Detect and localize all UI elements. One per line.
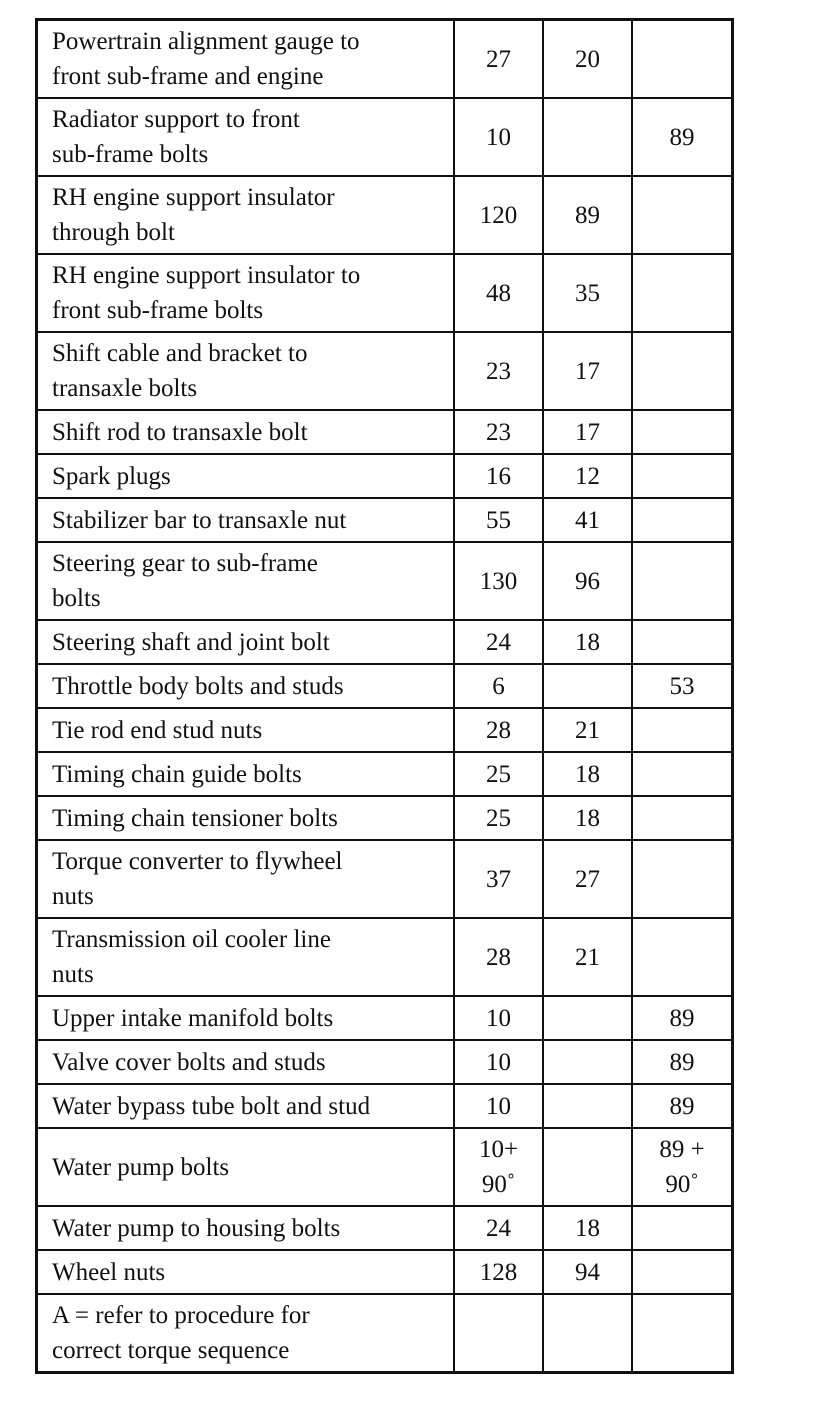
cell-text: Radiator support to front (52, 106, 300, 133)
cell-text: 120 (479, 201, 518, 229)
cell-text: 10 (486, 123, 511, 151)
in-lb-cell (632, 1250, 733, 1294)
cell-text: 18 (575, 1214, 600, 1242)
ft-lb-cell (543, 542, 632, 620)
description-cell (37, 176, 455, 254)
cell-text: 96 (575, 567, 600, 595)
cell-text: 10 (486, 1048, 511, 1076)
description-cell (37, 454, 455, 498)
nm-cell (454, 918, 543, 996)
cell-text: 20 (575, 45, 600, 73)
cell-text: 18 (575, 628, 600, 656)
ft-lb-cell (543, 1084, 632, 1128)
in-lb-cell (632, 1084, 733, 1128)
table-row (37, 664, 733, 708)
cell-text: Timing chain guide bolts (52, 760, 302, 788)
nm-cell (454, 1294, 543, 1373)
cell-text: 10+ (478, 1136, 519, 1163)
ft-lb-cell (543, 410, 632, 454)
cell-text: 28 (486, 943, 511, 971)
description-cell (37, 98, 455, 176)
ft-lb-cell (543, 752, 632, 796)
in-lb-cell (632, 410, 733, 454)
cell-text: 10 (486, 1092, 511, 1120)
nm-cell (454, 1206, 543, 1250)
torque-spec-table (35, 18, 734, 1374)
in-lb-cell (632, 254, 733, 332)
cell-text: 94 (575, 1258, 600, 1286)
cell-text: 89 + (659, 1136, 705, 1163)
description-cell (37, 752, 455, 796)
description-cell (37, 1294, 455, 1373)
table-row (37, 708, 733, 752)
in-lb-cell (632, 918, 733, 996)
in-lb-cell (632, 332, 733, 410)
cell-text: Shift cable and bracket to (52, 340, 308, 367)
cell-text: 18 (575, 760, 600, 788)
ft-lb-cell (543, 708, 632, 752)
description-cell (37, 796, 455, 840)
cell-text: 89 (669, 1004, 695, 1032)
in-lb-cell (632, 498, 733, 542)
cell-text: front sub-frame and engine (52, 63, 324, 90)
in-lb-cell (632, 20, 733, 99)
in-lb-cell (632, 664, 733, 708)
cell-text: 89 (669, 123, 695, 151)
cell-text: 12 (575, 462, 600, 490)
ft-lb-cell (543, 1294, 632, 1373)
ft-lb-cell (543, 332, 632, 410)
nm-cell (454, 454, 543, 498)
in-lb-cell (632, 454, 733, 498)
cell-text: RH engine support insulator (52, 184, 335, 211)
cell-text: 24 (486, 628, 511, 656)
in-lb-cell (632, 840, 733, 918)
description-cell (37, 918, 455, 996)
cell-text: nuts (52, 961, 94, 988)
cell-text: Water pump to housing bolts (52, 1214, 341, 1242)
description-cell (37, 996, 455, 1040)
nm-cell (454, 708, 543, 752)
cell-text: Powertrain alignment gauge to (52, 28, 360, 55)
cell-text: RH engine support insulator to (52, 262, 361, 289)
nm-cell (454, 840, 543, 918)
cell-text: front sub-frame bolts (52, 297, 264, 324)
description-cell (37, 1128, 455, 1206)
cell-text: 55 (486, 506, 511, 534)
table-row (37, 840, 733, 918)
table-row (37, 1294, 733, 1373)
in-lb-cell (632, 796, 733, 840)
table-row (37, 918, 733, 996)
cell-text: through bolt (52, 219, 175, 246)
table-row (37, 542, 733, 620)
cell-text: 35 (575, 279, 600, 307)
description-cell (37, 1084, 455, 1128)
nm-cell (454, 176, 543, 254)
description-cell (37, 542, 455, 620)
in-lb-cell (632, 98, 733, 176)
nm-cell (454, 1084, 543, 1128)
nm-cell (454, 664, 543, 708)
nm-cell (454, 1250, 543, 1294)
cell-text: 48 (486, 279, 511, 307)
table-row (37, 1040, 733, 1084)
description-cell (37, 254, 455, 332)
nm-cell (454, 1128, 543, 1206)
cell-text: Torque converter to flywheel (52, 848, 343, 875)
in-lb-cell (632, 1206, 733, 1250)
in-lb-cell (632, 620, 733, 664)
nm-cell (454, 410, 543, 454)
cell-text: 23 (486, 418, 511, 446)
description-cell (37, 620, 455, 664)
ft-lb-cell (543, 840, 632, 918)
description-cell (37, 664, 455, 708)
table-row (37, 1128, 733, 1206)
cell-text: Valve cover bolts and studs (52, 1048, 326, 1076)
cell-text: Wheel nuts (52, 1258, 166, 1286)
description-cell (37, 1040, 455, 1084)
description-cell (37, 498, 455, 542)
ft-lb-cell (543, 918, 632, 996)
ft-lb-cell (543, 254, 632, 332)
cell-text: Shift rod to transaxle bolt (52, 418, 308, 446)
in-lb-cell (632, 1040, 733, 1084)
cell-text: nuts (52, 883, 94, 910)
ft-lb-cell (543, 1128, 632, 1206)
cell-text: Steering shaft and joint bolt (52, 628, 330, 656)
table-row (37, 98, 733, 176)
table-row (37, 498, 733, 542)
cell-text: 27 (575, 865, 600, 893)
table-row (37, 752, 733, 796)
cell-text: 27 (486, 45, 511, 73)
table-body (37, 20, 733, 1373)
cell-text: Timing chain tensioner bolts (52, 804, 338, 832)
in-lb-cell (632, 708, 733, 752)
table-row (37, 20, 733, 99)
cell-text: 17 (575, 357, 600, 385)
in-lb-cell (632, 752, 733, 796)
cell-text: 21 (575, 943, 600, 971)
cell-text: Stabilizer bar to transaxle nut (52, 506, 347, 534)
description-cell (37, 20, 455, 99)
cell-text: sub-frame bolts (52, 141, 209, 168)
cell-text: 10 (486, 1004, 511, 1032)
cell-text: transaxle bolts (52, 375, 198, 402)
nm-cell (454, 20, 543, 99)
table-row (37, 796, 733, 840)
description-cell (37, 410, 455, 454)
cell-text: 41 (575, 506, 600, 534)
cell-text: 23 (486, 357, 511, 385)
ft-lb-cell (543, 996, 632, 1040)
cell-text: 25 (486, 760, 511, 788)
cell-text: 28 (486, 716, 511, 744)
cell-text: Transmission oil cooler line (52, 926, 331, 953)
ft-lb-cell (543, 796, 632, 840)
cell-text: 25 (486, 804, 511, 832)
table-row (37, 1084, 733, 1128)
cell-text: 128 (479, 1258, 518, 1286)
ft-lb-cell (543, 98, 632, 176)
ft-lb-cell (543, 176, 632, 254)
cell-text: Upper intake manifold bolts (52, 1004, 334, 1032)
table-row (37, 332, 733, 410)
in-lb-cell (632, 176, 733, 254)
cell-text: 37 (486, 865, 511, 893)
description-cell (37, 1250, 455, 1294)
table-row (37, 410, 733, 454)
cell-text: 6 (492, 672, 505, 700)
ft-lb-cell (543, 20, 632, 99)
ft-lb-cell (543, 454, 632, 498)
cell-text: 89 (575, 201, 600, 229)
cell-text: 53 (669, 672, 695, 700)
cell-text: 90˚ (665, 1171, 699, 1198)
description-cell (37, 708, 455, 752)
nm-cell (454, 332, 543, 410)
cell-text: bolts (52, 585, 101, 612)
cell-text: Spark plugs (52, 462, 171, 490)
table-row (37, 176, 733, 254)
in-lb-cell (632, 996, 733, 1040)
in-lb-cell (632, 542, 733, 620)
cell-text: 18 (575, 804, 600, 832)
cell-text: A = refer to procedure for (52, 1302, 310, 1329)
ft-lb-cell (543, 620, 632, 664)
nm-cell (454, 752, 543, 796)
description-cell (37, 332, 455, 410)
table-row (37, 254, 733, 332)
cell-text: 24 (486, 1214, 511, 1242)
ft-lb-cell (543, 498, 632, 542)
cell-text: Tie rod end stud nuts (52, 716, 263, 744)
cell-text: Water bypass tube bolt and stud (52, 1092, 371, 1120)
nm-cell (454, 620, 543, 664)
cell-text: 90˚ (481, 1171, 516, 1198)
ft-lb-cell (543, 1040, 632, 1084)
cell-text: correct torque sequence (52, 1337, 290, 1364)
nm-cell (454, 1040, 543, 1084)
description-cell (37, 840, 455, 918)
nm-cell (454, 254, 543, 332)
table-row (37, 996, 733, 1040)
table-row (37, 1250, 733, 1294)
cell-text: Throttle body bolts and studs (52, 672, 344, 700)
ft-lb-cell (543, 664, 632, 708)
in-lb-cell (632, 1128, 733, 1206)
cell-text: 21 (575, 716, 600, 744)
nm-cell (454, 796, 543, 840)
table-row (37, 1206, 733, 1250)
nm-cell (454, 98, 543, 176)
cell-text: Steering gear to sub-frame (52, 550, 318, 577)
nm-cell (454, 498, 543, 542)
cell-text: 89 (669, 1092, 695, 1120)
cell-text: 130 (479, 567, 518, 595)
ft-lb-cell (543, 1250, 632, 1294)
in-lb-cell (632, 1294, 733, 1373)
nm-cell (454, 996, 543, 1040)
ft-lb-cell (543, 1206, 632, 1250)
nm-cell (454, 542, 543, 620)
cell-text: Water pump bolts (52, 1153, 230, 1181)
cell-text: 89 (669, 1048, 695, 1076)
table-row (37, 620, 733, 664)
description-cell (37, 1206, 455, 1250)
cell-text: 17 (575, 418, 600, 446)
cell-text: 16 (486, 462, 511, 490)
table-row (37, 454, 733, 498)
